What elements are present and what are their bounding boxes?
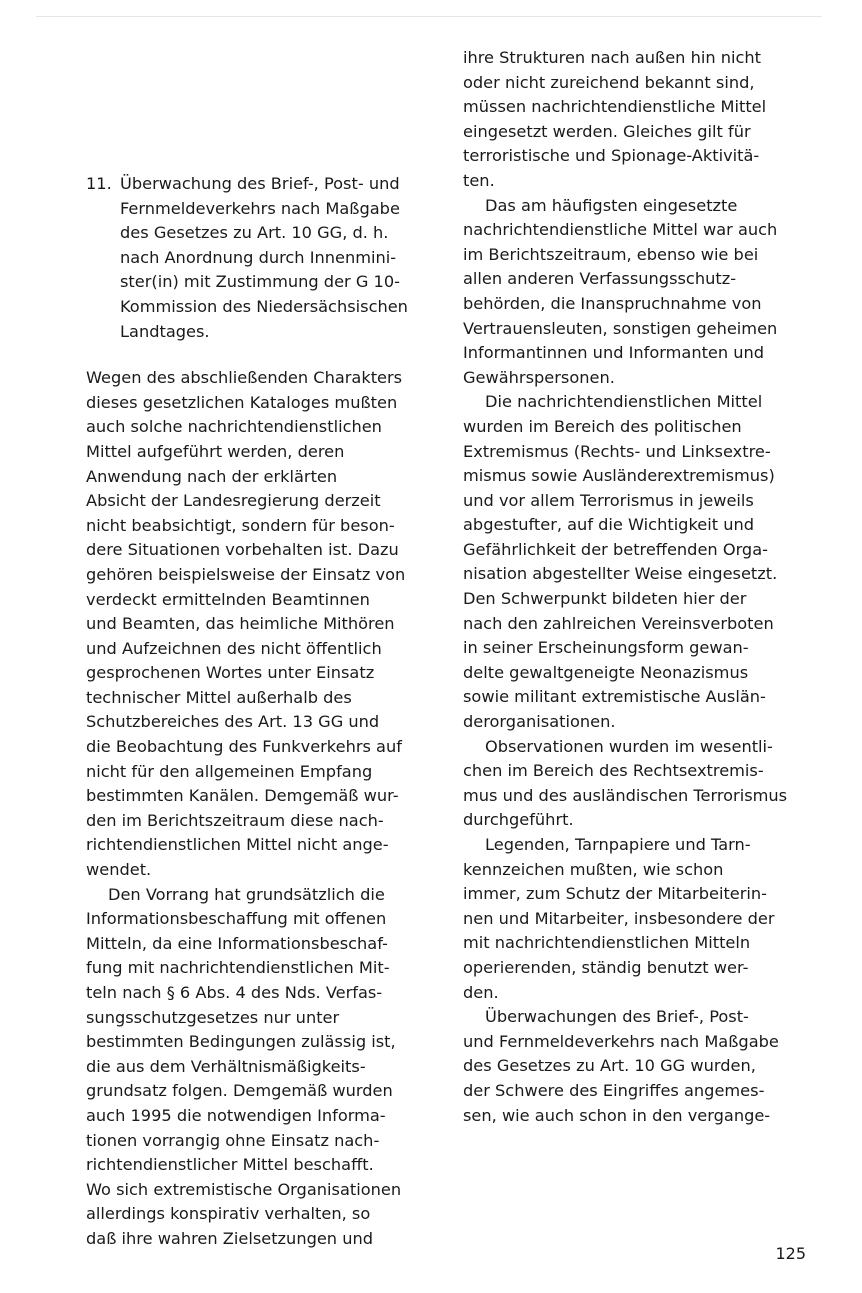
text-line: der Schwere des Eingriffes angemes- [463, 1080, 765, 1100]
text-line: Mitteln, da eine Informationsbeschaf- [86, 933, 388, 953]
text-line: teln nach § 6 Abs. 4 des Nds. Verfas- [86, 983, 383, 1002]
text-line: in seiner Erscheinungsform gewan- [463, 638, 749, 658]
page-number: 125 [775, 1244, 806, 1263]
scan-edge-line [36, 16, 822, 17]
text-line: delte gewaltgeneigte Neonazismus [463, 662, 749, 682]
text-line: richtendienstlicher Mittel beschafft. [86, 1155, 374, 1175]
text-line: nen und Mitarbeiter, insbesondere der [463, 908, 775, 928]
text-line: und vor allem Terrorismus in jeweils [463, 490, 754, 510]
text-line: Den Schwerpunkt bildeten hier der [463, 589, 747, 609]
text-line: Mittel aufgeführt werden, deren [86, 441, 345, 461]
text-line: Gewährspersonen. [463, 367, 615, 387]
text-line: mismus sowie Ausländerextremismus) [463, 466, 775, 486]
text-line: allerdings konspirativ verhalten, so [86, 1204, 371, 1224]
list-item-number: 11. [86, 174, 112, 193]
text-line: sowie militant extremistische Auslän- [463, 687, 766, 707]
text-line: Anwendung nach der erklärten [86, 466, 338, 486]
text-line: Extremismus (Rechts- und Linksextre- [463, 441, 771, 461]
text-line: mit nachrichtendienstlichen Mitteln [463, 933, 751, 953]
text-line: abgestufter, auf die Wichtigkeit und [463, 515, 755, 535]
paragraph [463, 833, 818, 1005]
text-line: oder nicht zureichend bekannt sind, [463, 72, 755, 92]
text-line: Schutzbereiches des Art. 13 GG und [86, 712, 380, 732]
text-line: Fernmeldeverkehrs nach Maßgabe [120, 198, 400, 218]
text-line: tionen vorrangig ohne Einsatz nach- [86, 1130, 380, 1150]
text-line: und Fernmeldeverkehrs nach Maßgabe [463, 1031, 779, 1051]
text-line: die aus dem Verhältnismäßigkeits- [86, 1056, 366, 1076]
paragraph [463, 194, 818, 391]
list-item-11 [86, 172, 442, 344]
text-line: dere Situationen vorbehalten ist. Dazu [86, 540, 399, 560]
text-line: auch 1995 die notwendigen Informa- [86, 1105, 386, 1125]
text-line: dieses gesetzlichen Kataloges mußten [86, 392, 398, 412]
text-line: chen im Bereich des Rechtsextremis- [463, 761, 764, 781]
text-line: durchgeführt. [463, 810, 574, 830]
text-line: grundsatz folgen. Demgemäß wurden [86, 1081, 393, 1101]
text-line: des Gesetzes zu Art. 10 GG wurden, [463, 1056, 756, 1076]
text-line: Legenden, Tarnpapiere und Tarn- [485, 835, 751, 854]
text-line: Kommission des Niedersächsischen [120, 296, 408, 316]
text-line: ten. [463, 170, 495, 190]
text-line: eingesetzt werden. Gleiches gilt für [463, 121, 751, 141]
text-line: müssen nachrichtendienstliche Mittel [463, 97, 767, 117]
text-line: die Beobachtung des Funkverkehrs auf [86, 737, 402, 757]
text-line: allen anderen Verfassungsschutz- [463, 269, 737, 289]
text-line: auch solche nachrichtendienstlichen [86, 417, 382, 437]
text-line: gesprochenen Wortes unter Einsatz [86, 663, 375, 683]
paragraph [86, 366, 442, 882]
text-line: bestimmten Kanälen. Demgemäß wur- [86, 786, 399, 806]
text-line: wendet. [86, 860, 152, 880]
text-line: immer, zum Schutz der Mitarbeiterin- [463, 884, 768, 904]
paragraph [463, 735, 818, 833]
text-line: und Aufzeichnen des nicht öffentlich [86, 638, 382, 658]
text-line: fung mit nachrichtendienstlichen Mit- [86, 958, 390, 978]
text-line: operierenden, ständig benutzt wer- [463, 957, 749, 977]
text-line: ihre Strukturen nach außen hin nicht [463, 48, 761, 67]
text-line: Vertrauensleuten, sonstigen geheimen [463, 318, 778, 338]
text-line: verdeckt ermittelnden Beamtinnen [86, 589, 370, 609]
text-line: des Gesetzes zu Art. 10 GG, d. h. [120, 223, 389, 243]
text-line: sungsschutzgesetzes nur unter [86, 1007, 340, 1027]
text-line: Die nachrichtendienstlichen Mittel [485, 392, 763, 412]
text-line: technischer Mittel außerhalb des [86, 687, 352, 707]
text-line: sen, wie auch schon in den vergange- [463, 1105, 771, 1125]
text-line: nicht beabsichtigt, sondern für beson- [86, 515, 395, 535]
right-paragraphs [463, 46, 818, 1128]
text-line: Informationsbeschaffung mit offenen [86, 909, 387, 929]
text-line: Überwachungen des Brief-, Post- [485, 1007, 749, 1027]
text-line: richtendienstlichen Mittel nicht ange- [86, 835, 389, 855]
text-line: wurden im Bereich des politischen [463, 416, 742, 436]
text-line: und Beamten, das heimliche Mithören [86, 614, 395, 634]
text-line: daß ihre wahren Zielsetzungen und [86, 1228, 374, 1248]
text-line: Observationen wurden im wesentli- [485, 736, 773, 756]
text-line: Wo sich extremistische Organisationen [86, 1179, 402, 1199]
paragraph [463, 390, 818, 734]
text-line: ster(in) mit Zustimmung der G 10- [120, 272, 400, 292]
text-line: Das am häufigsten eingesetzte [485, 195, 738, 215]
text-line: nachrichtendienstliche Mittel war auch [463, 220, 778, 240]
text-line: Informantinnen und Informanten und [463, 343, 765, 363]
text-line: terroristische und Spionage-Aktivitä- [463, 146, 760, 166]
text-line: derorganisationen. [463, 712, 616, 732]
text-line: nisation abgestellter Weise eingesetzt. [463, 564, 778, 584]
paragraph [86, 883, 442, 1252]
paragraph [463, 46, 818, 194]
text-line: Wegen des abschließenden Charakters [86, 368, 403, 388]
text-line: nach den zahlreichen Vereinsverboten [463, 613, 774, 633]
text-line: den. [463, 982, 499, 1002]
paragraph [463, 1005, 818, 1128]
text-line: Landtages. [120, 321, 210, 341]
left-column [86, 172, 442, 1252]
text-line: nicht für den allgemeinen Empfang [86, 761, 373, 781]
left-paragraphs [86, 366, 442, 1251]
text-line: behörden, die Inanspruchnahme von [463, 293, 762, 313]
text-line: gehören beispielsweise der Einsatz von [86, 564, 406, 584]
text-line: Den Vorrang hat grundsätzlich die [108, 884, 385, 904]
text-line: im Berichtszeitraum, ebenso wie bei [463, 244, 759, 264]
text-line: Absicht der Landesregierung derzeit [86, 491, 381, 511]
text-line: den im Berichtszeitraum diese nach- [86, 810, 384, 830]
text-line: mus und des ausländischen Terrorismus [463, 785, 788, 805]
text-line: Gefährlichkeit der betreffenden Orga- [463, 539, 768, 559]
text-line: nach Anordnung durch Innenmini- [120, 247, 397, 267]
right-column [463, 46, 818, 1128]
list-item-text [86, 172, 442, 344]
text-line: bestimmten Bedingungen zulässig ist, [86, 1032, 396, 1052]
text-line: Überwachung des Brief-, Post- und [120, 174, 400, 193]
text-line: kennzeichen mußten, wie schon [463, 859, 724, 879]
